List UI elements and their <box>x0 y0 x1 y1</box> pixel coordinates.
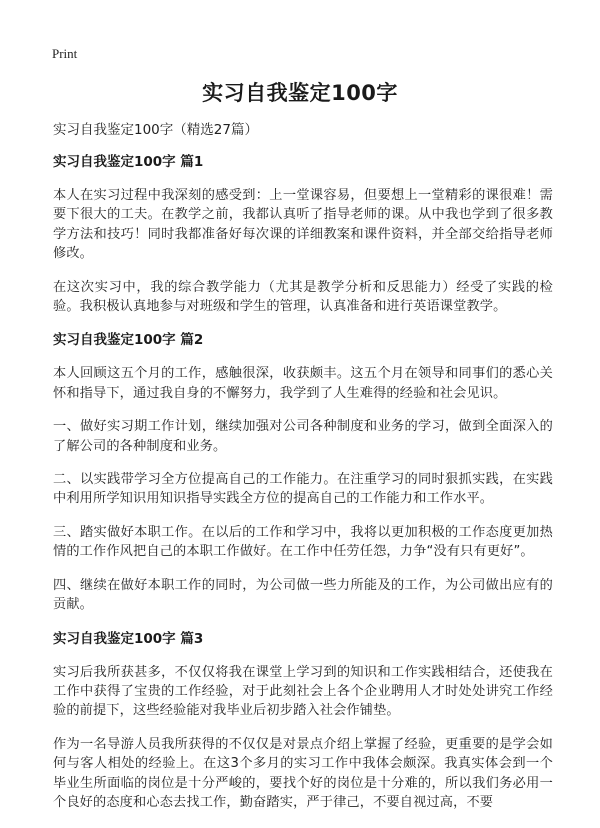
page-title: 实习自我鉴定100字 <box>202 81 398 105</box>
paragraph: 作为一名导游人员我所获得的不仅仅是对景点介绍上掌握了经验，更重要的是学会如何与客人相处的经验上。在这3个多月的实习工作中我体会颇深。我真实体会到一个毕业生所面临的岗位是十分严峻的，要找个好的岗位是十分难的，所以我们务必用一个良好的态度和心态去找工作，勤奋踏实，严于律己，不要自视过高，不要 <box>53 736 553 810</box>
section-heading: 实习自我鉴定100字 篇1 <box>53 154 204 170</box>
paragraph: 一、做好实习期工作计划，继续加强对公司各种制度和业务的学习，做到全面深入的了解公司的各种制度和业务。 <box>53 419 553 454</box>
document-subtitle: 实习自我鉴定100字（精选27篇） <box>53 122 258 138</box>
paragraph: 本人在实习过程中我深刻的感受到：上一堂课容易，但要想上一堂精彩的课很难！需要下很大的工夫。在教学之前，我都认真听了指导老师的课。从中我也学到了很多教学方法和技巧！同时我都准备好每次课的详细教案和课件资料，并全部交给指导老师修改。 <box>53 188 553 262</box>
section-1 <box>53 152 553 316</box>
print-link[interactable]: Print <box>52 46 78 61</box>
section-2 <box>53 330 553 614</box>
section-heading: 实习自我鉴定100字 篇3 <box>53 630 204 647</box>
section-3 <box>53 629 553 813</box>
paragraph: 三、踏实做好本职工作。在以后的工作和学习中，我将以更加积极的工作态度更加热情的工作作风把自己的本职工作做好。在工作中任劳任怨，力争“没有只有更好”。 <box>53 524 553 560</box>
paragraph: 四、继续在做好本职工作的同时，为公司做一些力所能及的工作，为公司做出应有的贡献。 <box>53 577 553 613</box>
paragraph: 二、以实践带学习全方位提高自己的工作能力。在注重学习的同时狠抓实践，在实践中利用所学知识用知识指导实践全方位的提高自己的工作能力和工作水平。 <box>53 472 553 507</box>
paragraph: 本人回顾这五个月的工作，感触很深，收获颇丰。这五个月在领导和同事们的悉心关怀和指导下，通过我自身的不懈努力，我学到了人生难得的经验和社会见识。 <box>53 366 553 401</box>
paragraph: 实习后我所获甚多，不仅仅将我在课堂上学习到的知识和工作实践相结合，还使我在工作中获得了宝贵的工作经验，对于此刻社会上各个企业聘用人才时处处讲究工作经验的前提下，这些经验能对我毕业后初步踏入社会作铺垫。 <box>53 664 553 719</box>
paragraph: 在这次实习中，我的综合教学能力（尤其是教学分析和反思能力）经受了实践的检验。我积极认真地参与对班级和学生的管理，认真准备和进行英语课堂教学。 <box>53 279 553 315</box>
document-body <box>53 120 553 826</box>
section-heading: 实习自我鉴定100字 篇2 <box>53 332 204 349</box>
